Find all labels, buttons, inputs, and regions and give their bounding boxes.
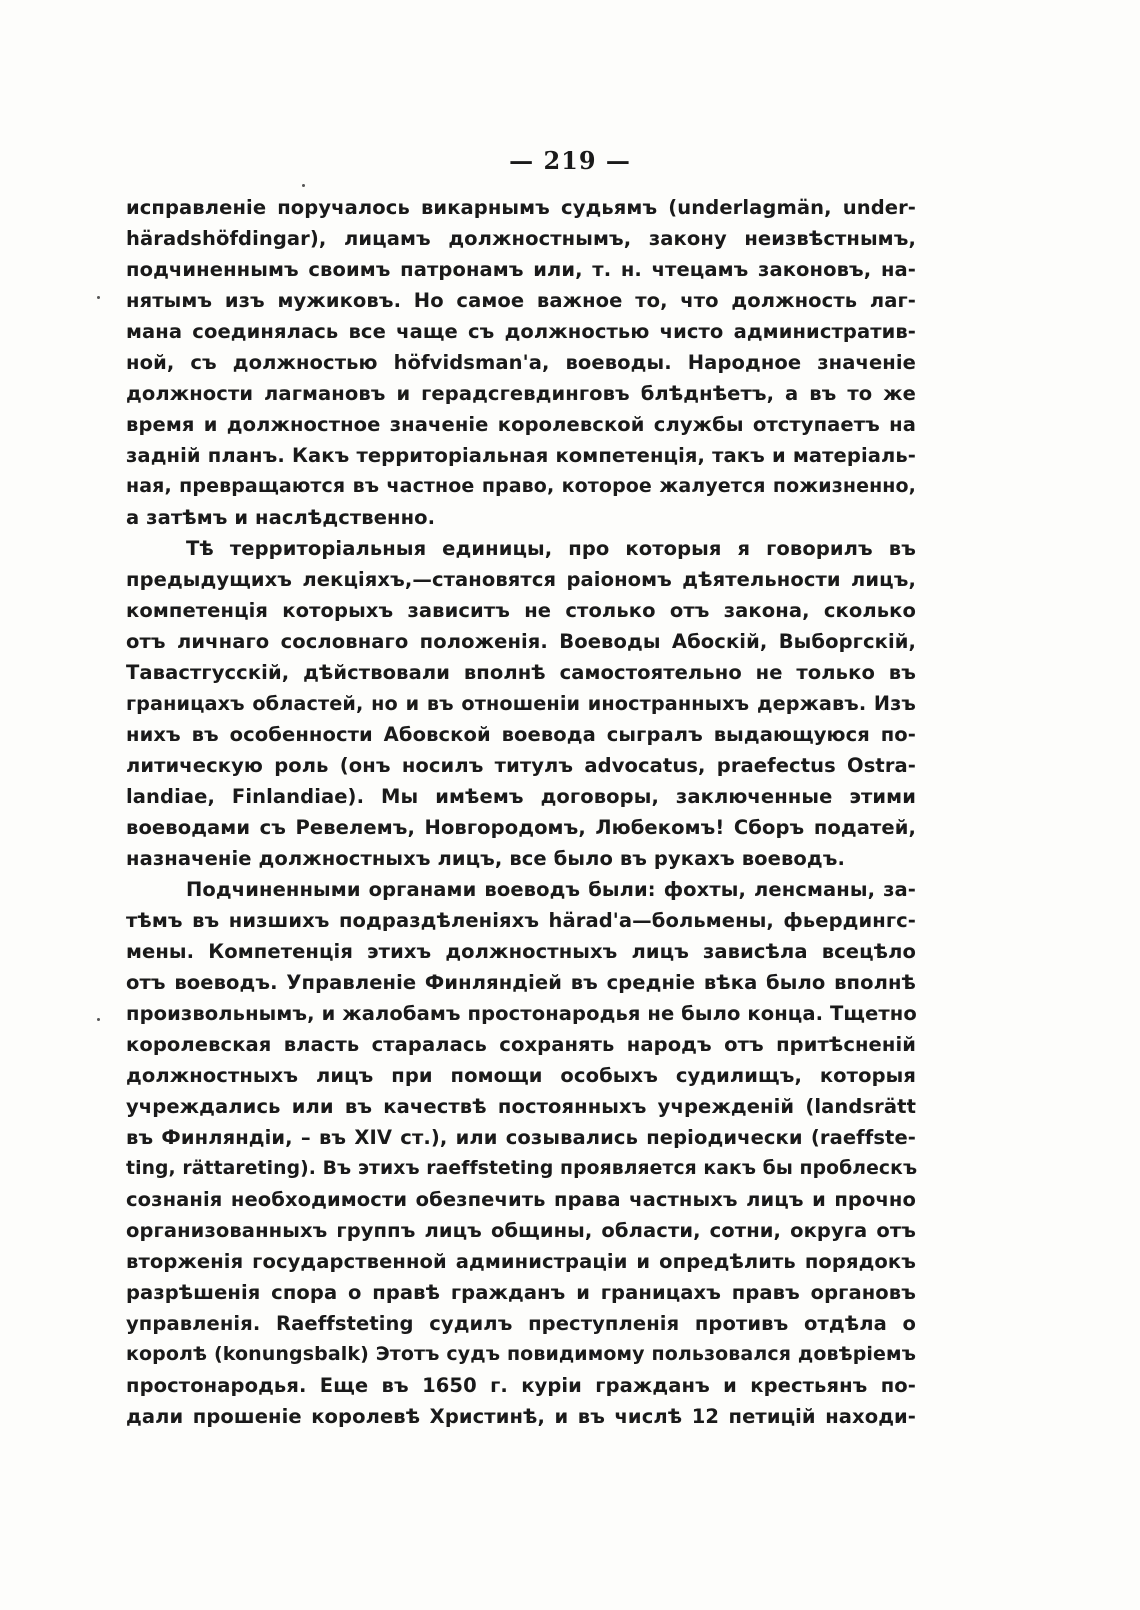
body-text <box>126 192 916 1432</box>
text-line: мены. Компетенція этихъ должностныхъ лицъ зависѣла всецѣло <box>126 940 916 963</box>
text-line: Тавастгусскій, дѣйствовали вполнѣ самостоятельно не только въ <box>126 661 916 684</box>
text-line: отъ воеводъ. Управленіе Финляндіей въ средніе вѣка было вполнѣ <box>126 971 916 994</box>
text-line: компетенція которыхъ зависитъ не столько отъ закона, сколько <box>126 599 916 622</box>
page-number: — 219 — <box>509 146 631 175</box>
text-line: мана соединялась все чаще съ должностью чисто административ- <box>126 320 916 343</box>
text-line: простонародья. Еще въ 1650 г. куріи гражданъ и крестьянъ по- <box>126 1374 916 1397</box>
paragraph-1 <box>126 192 916 533</box>
text-line: организованныхъ группъ лицъ общины, области, сотни, округа отъ <box>126 1219 916 1242</box>
text-line: должности лагмановъ и герадсгевдинговъ блѣднѣетъ, а въ то же <box>126 382 916 405</box>
text-line: сознанія необходимости обезпечить права частныхъ лицъ и прочно <box>126 1188 916 1211</box>
text-line: учреждались или въ качествѣ постоянныхъ учрежденій (landsrätt <box>126 1095 916 1118</box>
text-line: воеводами съ Ревелемъ, Новгородомъ, Любекомъ! Сборъ податей, <box>126 816 916 839</box>
text-line: границахъ областей, но и въ отношеніи иностранныхъ державъ. Изъ <box>126 692 916 715</box>
paragraph-2 <box>126 533 916 874</box>
text-line: назначеніе должностныхъ лицъ, все было въ рукахъ воеводъ. <box>126 847 846 870</box>
text-line: Тѣ территоріальныя единицы, про которыя я говорилъ въ <box>186 537 916 560</box>
text-line: landiae, Finlandiae). Мы имѣемъ договоры, заключенные этими <box>126 785 916 808</box>
text-line: управленія. Raeffsteting судилъ преступленія противъ отдѣла о <box>126 1312 916 1335</box>
text-line: тѣмъ въ низшихъ подраздѣленіяхъ härad'a—больмены, фьердингс- <box>126 909 916 932</box>
text-line: задній планъ. Какъ территоріальная компетенція, такъ и матеріаль- <box>126 444 916 467</box>
text-line: исправленіе поручалось викарнымъ судьямъ (underlagmän, under- <box>126 196 916 219</box>
text-line: а затѣмъ и наслѣдственно. <box>126 506 436 529</box>
print-speck <box>302 184 305 187</box>
text-line: ting, rättareting). Въ этихъ raeffsteting проявляется какъ бы проблескъ <box>126 1158 918 1179</box>
text-line: häradshöfdingar), лицамъ должностнымъ, закону неизвѣстнымъ, <box>126 227 916 250</box>
text-line: вторженія государственной администраціи и опредѣлить порядокъ <box>126 1250 916 1273</box>
text-line: произвольнымъ, и жалобамъ простонародья не было конца. Тщетно <box>126 1002 917 1025</box>
text-line: литическую роль (онъ носилъ титулъ advocatus, praefectus Ostra- <box>126 754 916 777</box>
text-line: королевская власть старалась сохранять народъ отъ притѣсненій <box>126 1033 916 1056</box>
text-line: ной, съ должностью höfvidsman'а, воеводы. Народное значеніе <box>126 351 916 374</box>
text-line: подчиненнымъ своимъ патронамъ или, т. н. чтецамъ законовъ, на- <box>126 258 916 281</box>
print-speck <box>97 1018 100 1021</box>
text-line: ная, превращаются въ частное право, которое жалуется пожизненно, <box>126 475 916 497</box>
text-line: Подчиненными органами воеводъ были: фохты, ленсманы, за- <box>186 878 916 901</box>
text-line: нихъ въ особенности Абовской воевода сыгралъ выдающуюся по- <box>126 723 916 746</box>
paragraph-3 <box>126 874 916 1432</box>
text-line: разрѣшенія спора о правѣ гражданъ и границахъ правъ органовъ <box>126 1281 916 1304</box>
print-speck <box>97 296 100 299</box>
text-line: нятымъ изъ мужиковъ. Но самое важное то, что должность лаг- <box>126 289 916 312</box>
text-line: королѣ (konungsbalk) Этотъ судъ повидимому пользовался довѣріемъ <box>126 1343 916 1365</box>
text-line: отъ личнаго сословнаго положенія. Воеводы Абоскій, Выборгскій, <box>126 630 916 653</box>
text-line: въ Финляндіи, – въ XIV ст.), или созывались періодически (raeffste- <box>126 1126 916 1149</box>
text-line: предыдущихъ лекціяхъ,—становятся раіономъ дѣятельности лицъ, <box>126 568 916 591</box>
text-line: должностныхъ лицъ при помощи особыхъ судилищъ, которыя <box>126 1064 916 1087</box>
text-line: дали прошеніе королевѣ Христинѣ, и въ числѣ 12 петицій находи- <box>126 1405 916 1428</box>
text-line: время и должностное значеніе королевской службы отступаетъ на <box>126 413 916 436</box>
